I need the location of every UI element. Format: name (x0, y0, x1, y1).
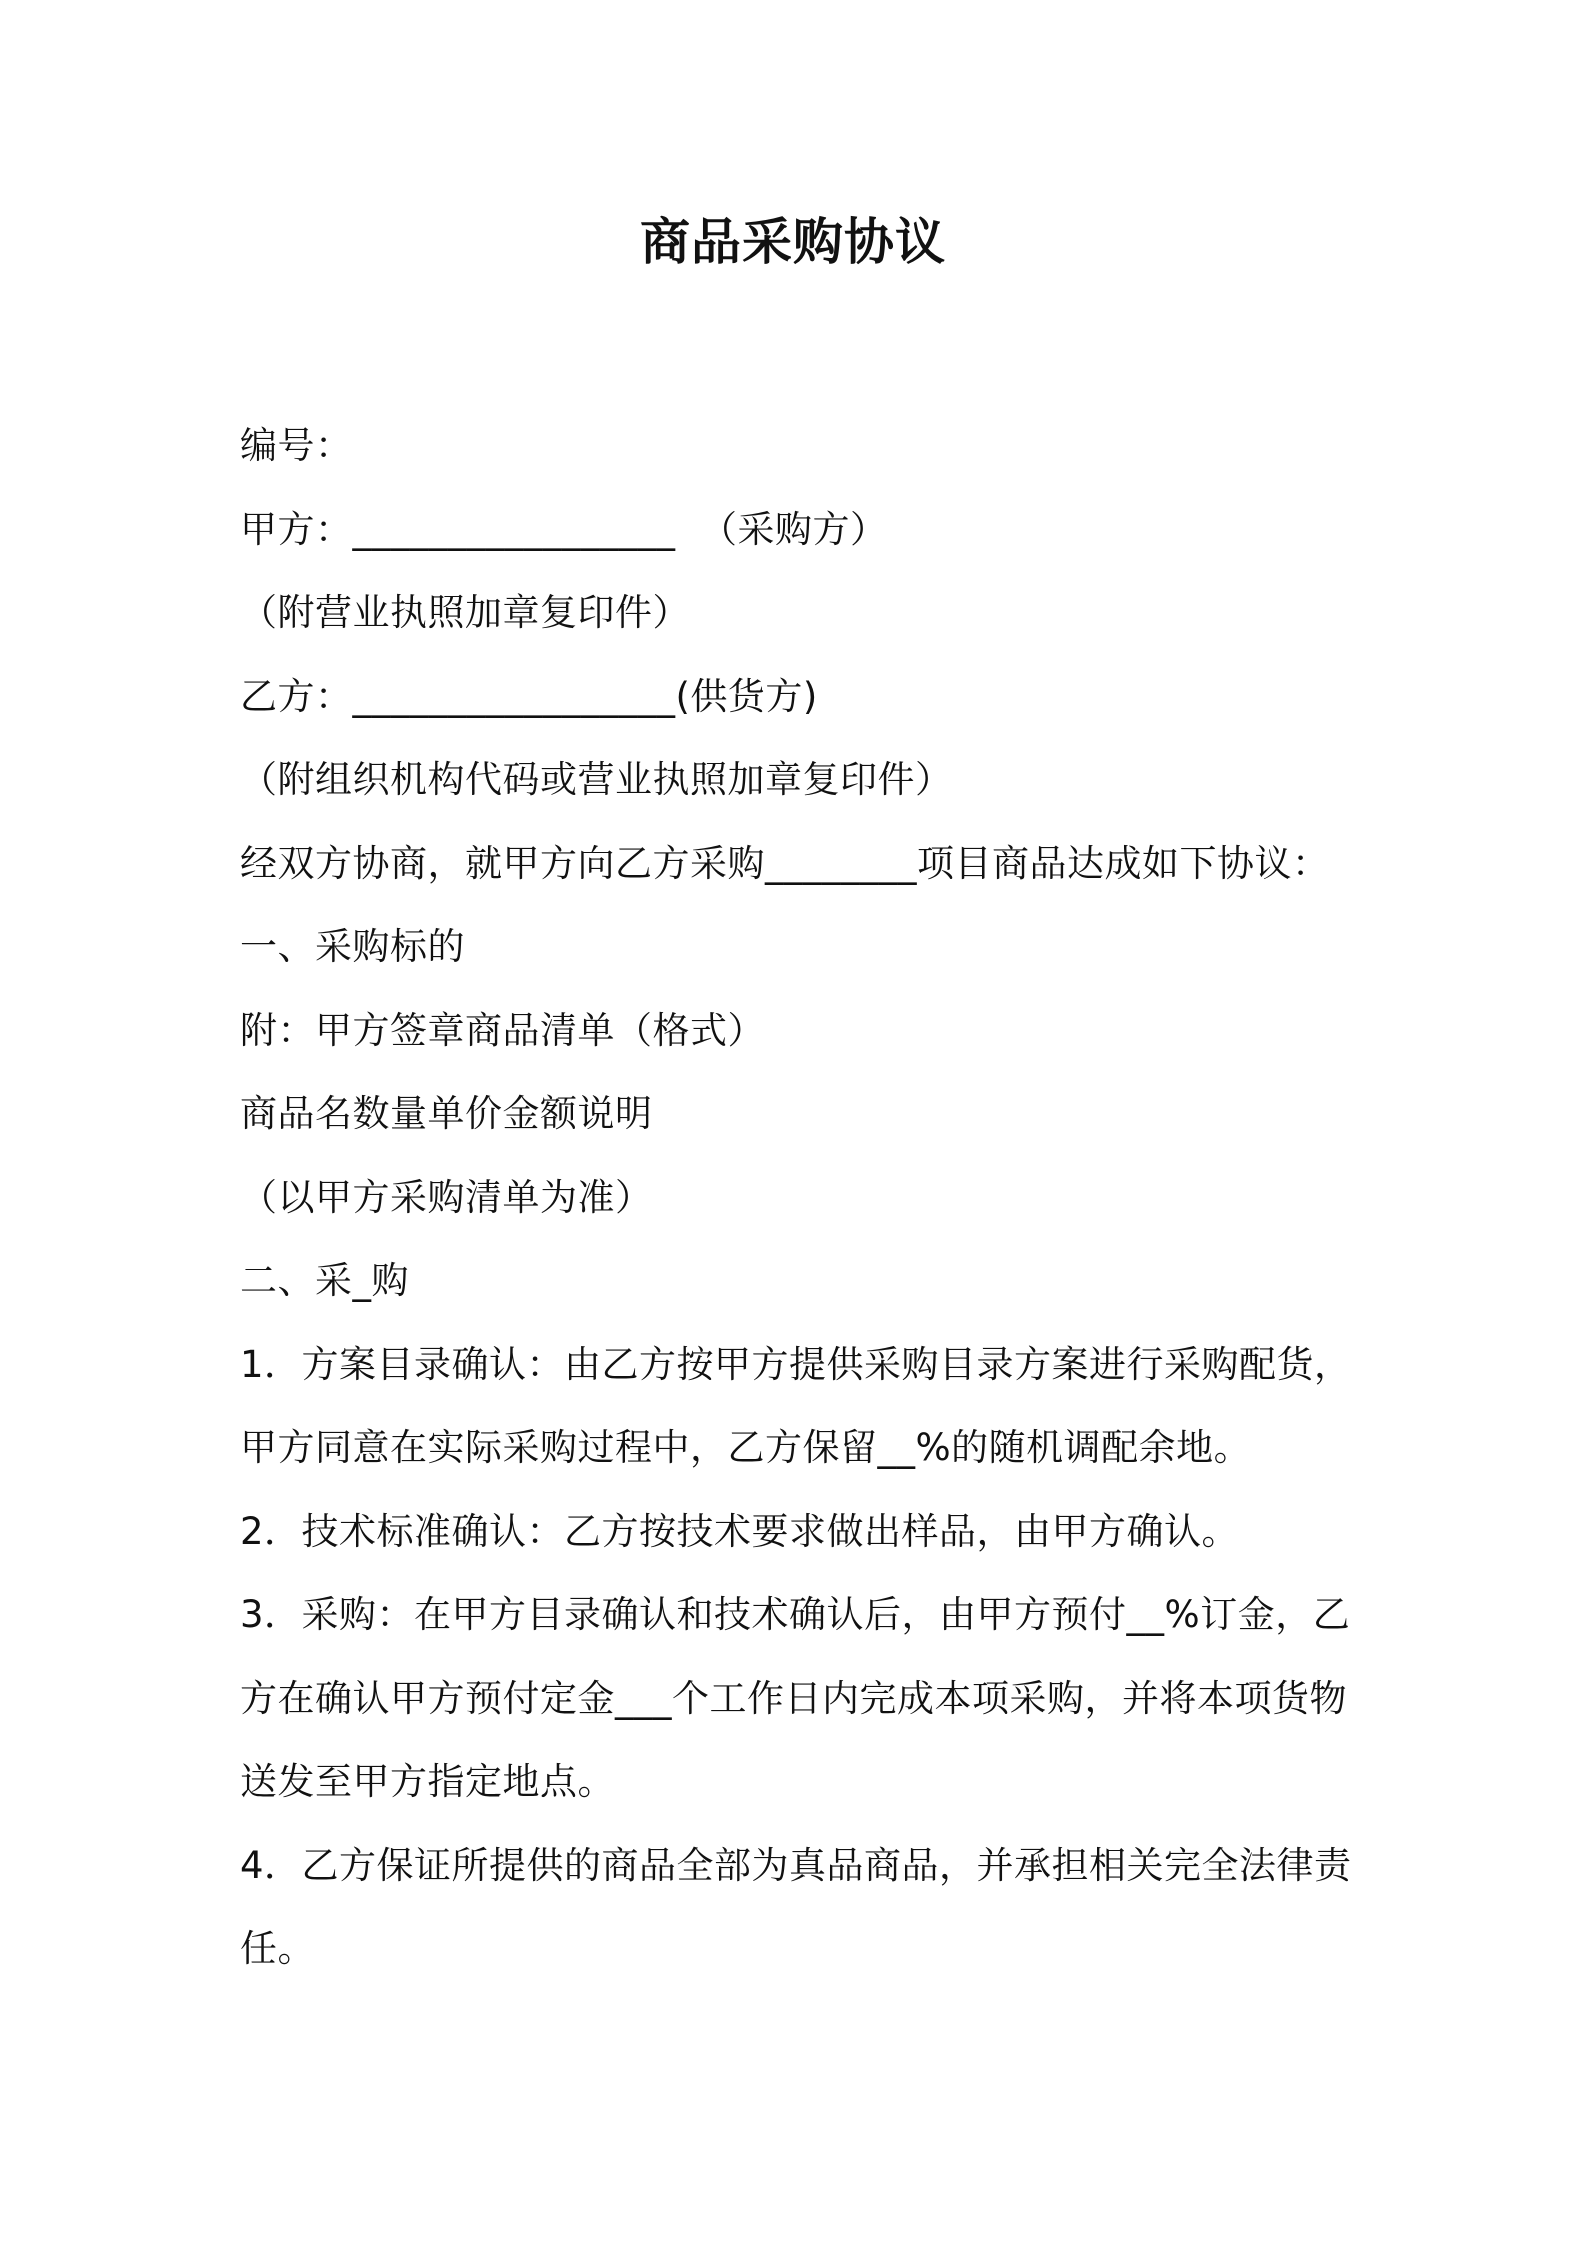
clause-4-line-2: 任。 (240, 1927, 315, 1970)
clause-3-line-2: 方在确认甲方预付定金___个工作日内完成本项采购，并将本项货物 (240, 1676, 1347, 1720)
attachment-line: 附：甲方签章商品清单（格式） (240, 1008, 765, 1052)
clause-2-line: 2．技术标准确认：乙方按技术要求做出样品，由甲方确认。 (240, 1509, 1240, 1553)
clause-1-line-1: 1．方案目录确认：由乙方按甲方提供采购目录方案进行采购配货， (240, 1342, 1352, 1386)
clause-1-line-2: 甲方同意在实际采购过程中，乙方保留__%的随机调配余地。 (240, 1426, 1252, 1469)
clause-3-line-1: 3．采购：在甲方目录确认和技术确认后，由甲方预付__%订金，乙 (240, 1593, 1351, 1636)
party-b-line: 乙方：_________________(供货方) (240, 674, 818, 718)
party-b-note: （附组织机构代码或营业执照加章复印件） (240, 758, 953, 801)
clause-4-line-1: 4．乙方保证所提供的商品全部为真品商品，并承担相关完全法律责 (240, 1843, 1352, 1887)
section-1-heading: 一、采购标的 (240, 925, 465, 968)
clause-3-line-3: 送发至甲方指定地点。 (240, 1760, 615, 1803)
party-a-line: 甲方：_________________ （采购方） (240, 507, 888, 551)
party-a-note: （附营业执照加章复印件） (240, 591, 690, 634)
preamble-line: 经双方协商，就甲方向乙方采购________项目商品达成如下协议： (240, 841, 1330, 885)
section-2-heading: 二、采_购 (240, 1259, 409, 1302)
goods-columns-line: 商品名数量单价金额说明 (240, 1092, 653, 1135)
document-body (240, 404, 1360, 1991)
goods-note-line: （以甲方采购清单为准） (240, 1175, 653, 1219)
contract-number-line: 编号： (240, 424, 353, 467)
document-title: 商品采购协议 (640, 213, 946, 271)
